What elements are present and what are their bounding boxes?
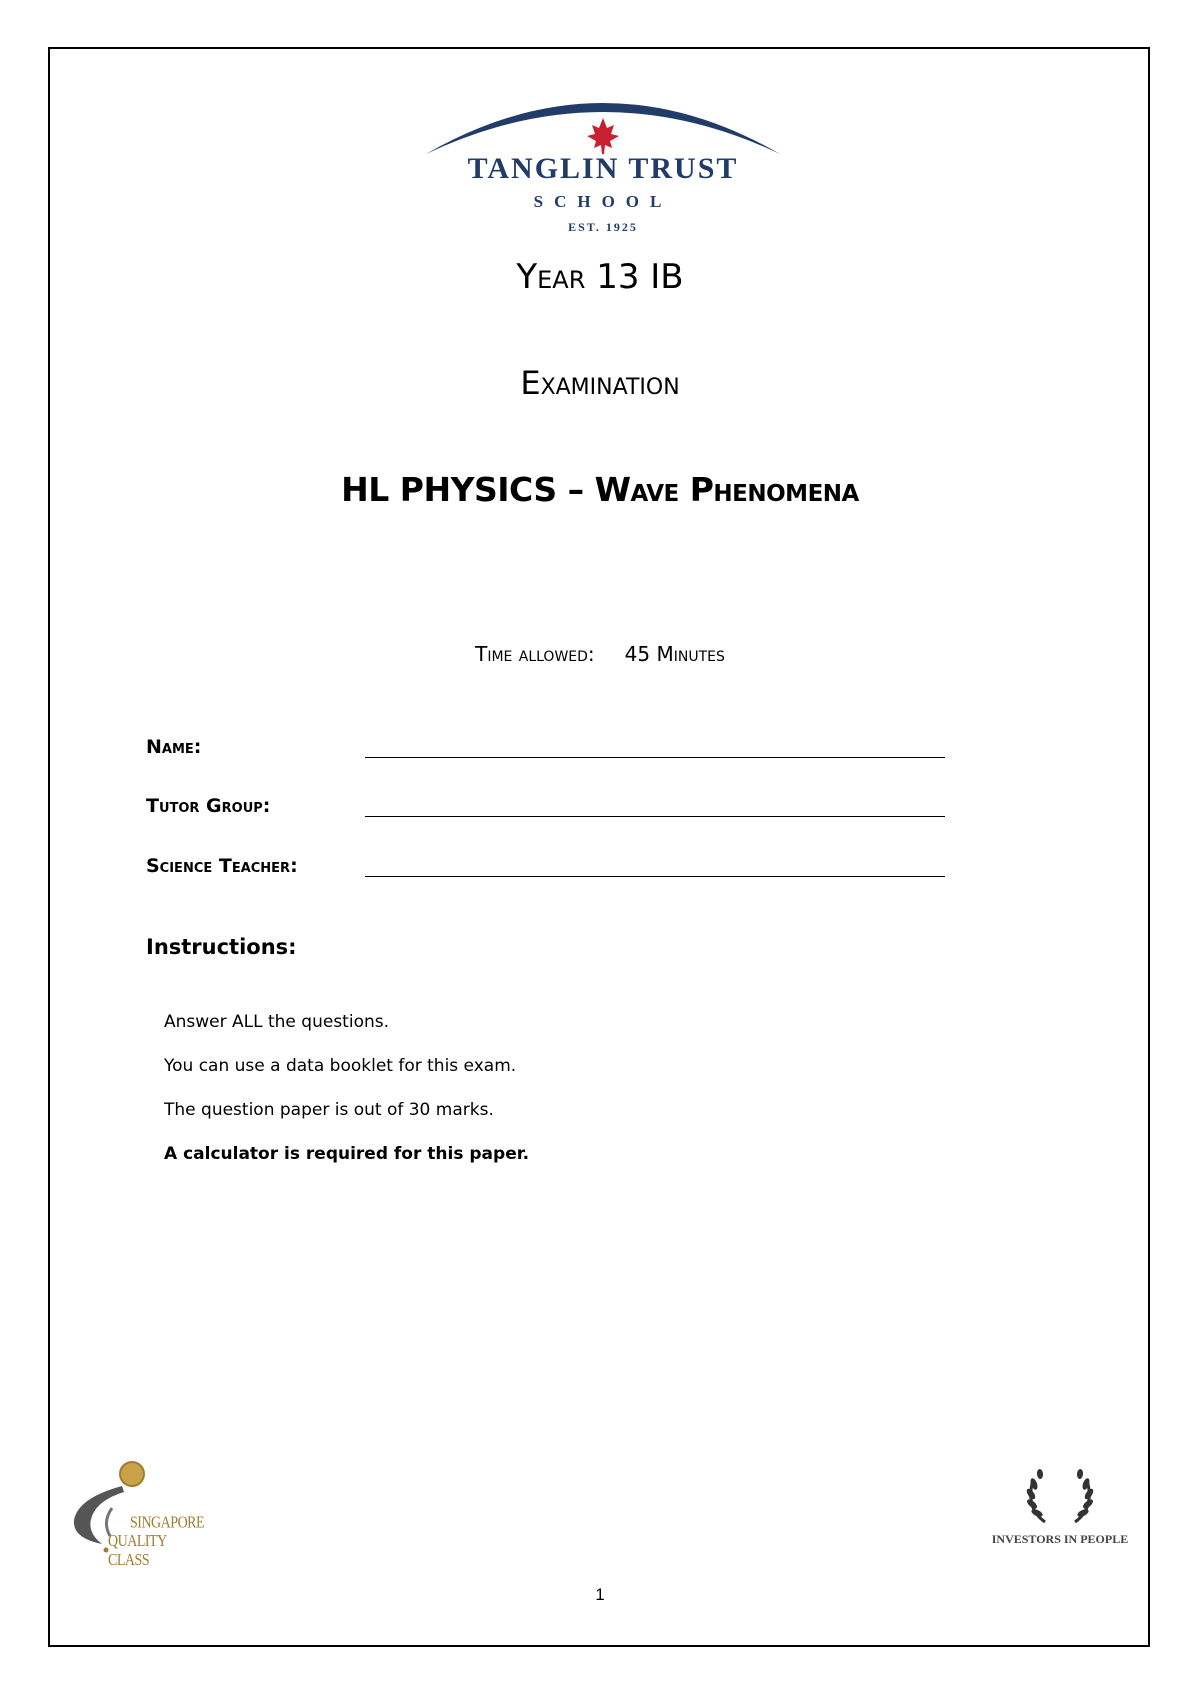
page-number: 1 (595, 1585, 605, 1604)
instruction-item: You can use a data booklet for this exam. (164, 1056, 517, 1076)
singapore-quality-class-logo (68, 1458, 208, 1570)
maple-leaf-icon (587, 118, 619, 154)
iip-label: INVESTORS IN PEOPLE (991, 1532, 1129, 1546)
school-logo (418, 92, 788, 242)
time-label: Time allowed: (475, 642, 595, 666)
science-teacher-field[interactable] (365, 876, 945, 877)
logo-established: EST. 1925 (568, 220, 638, 234)
investors-in-people-logo (985, 1458, 1135, 1550)
instruction-item: The question paper is out of 30 marks. (164, 1100, 494, 1120)
sqc-line-2: QUALITY CLASS (108, 1532, 167, 1570)
science-teacher-label: Science Teacher: (146, 855, 298, 877)
name-label: Name: (146, 736, 202, 758)
name-field[interactable] (365, 757, 945, 758)
logo-school-word: SCHOOL (533, 192, 673, 211)
year-title: Year 13 IB (516, 257, 684, 297)
laurel-wreath-icon (985, 1458, 1135, 1530)
time-allowed (0, 642, 1200, 666)
instruction-item: Answer ALL the questions. (164, 1012, 390, 1032)
tutor-group-field[interactable] (365, 816, 945, 817)
time-value: 45 Minutes (624, 642, 725, 666)
sqc-line-1: SINGAPORE (130, 1514, 205, 1533)
logo-school-name: TANGLIN TRUST (467, 152, 739, 185)
exam-title: Examination (520, 364, 680, 402)
tutor-group-label: Tutor Group: (146, 795, 271, 817)
instructions-heading: Instructions: (146, 935, 297, 959)
subject-title: HL PHYSICS – Wave Phenomena (341, 470, 859, 509)
instruction-item: A calculator is required for this paper. (164, 1144, 530, 1164)
